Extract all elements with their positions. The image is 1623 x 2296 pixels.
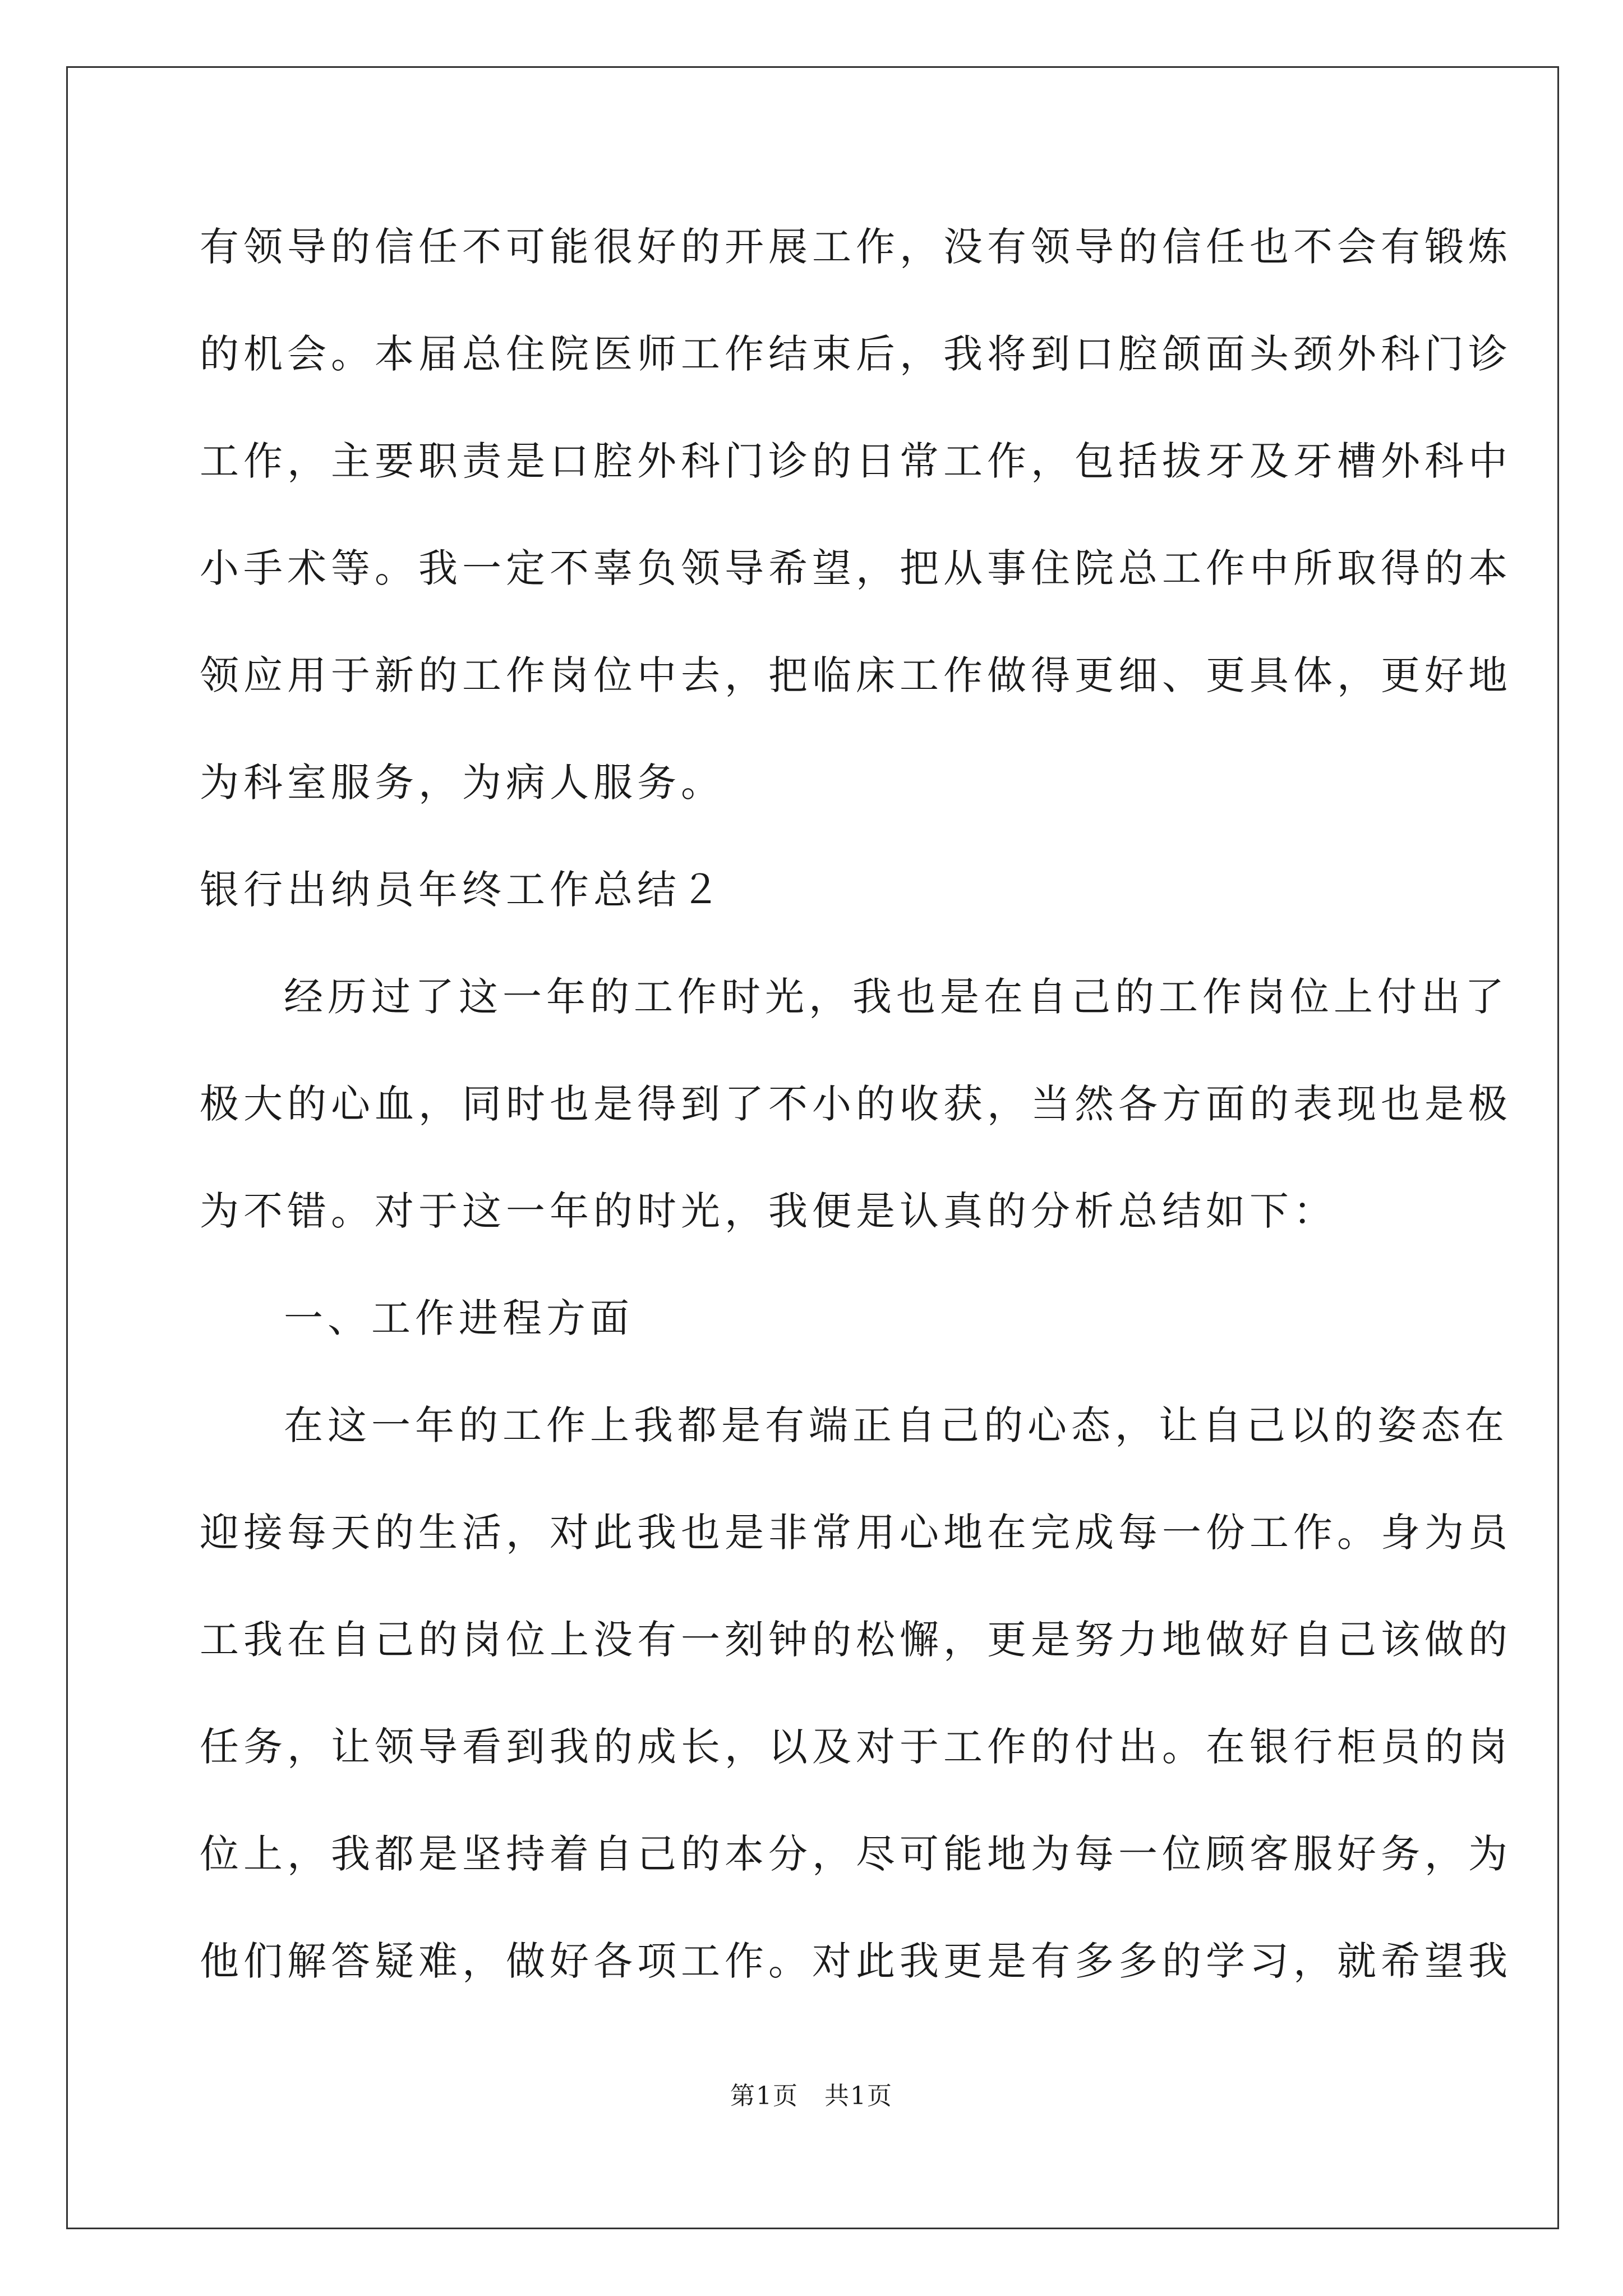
body-line: 领应用于新的工作岗位中去，把临床工作做得更细、更具体，更好地 — [200, 652, 1512, 698]
page-footer: 第1页 共1页 — [730, 2082, 893, 2110]
body-line: 有领导的信任不可能很好的开展工作，没有领导的信任也不会有锻炼 — [200, 224, 1512, 270]
body-line: 为科室服务，为病人服务。 — [200, 760, 725, 806]
body-line: 任务，让领导看到我的成长，以及对于工作的付出。在银行柜员的岗 — [200, 1724, 1512, 1770]
body-line: 位上，我都是坚持着自己的本分，尽可能地为每一位顾客服好务，为 — [200, 1831, 1512, 1877]
body-line: 他们解答疑难，做好各项工作。对此我更是有多多的学习，就希望我 — [200, 1938, 1512, 1984]
body-line: 为不错。对于这一年的时光，我便是认真的分析总结如下： — [200, 1188, 1337, 1234]
body-line: 在这一年的工作上我都是有端正自己的心态，让自己以的姿态在 — [284, 1402, 1509, 1448]
subsection-heading: 一、工作进程方面 — [284, 1295, 634, 1341]
body-line: 的机会。本届总住院医师工作结束后，我将到口腔颌面头颈外科门诊 — [200, 331, 1512, 377]
document-body — [200, 213, 1512, 2035]
body-line: 迎接每天的生活，对此我也是非常用心地在完成每一份工作。身为员 — [200, 1510, 1512, 1556]
body-line: 工作，主要职责是口腔外科门诊的日常工作，包括拔牙及牙槽外科中 — [200, 438, 1512, 484]
body-line: 极大的心血，同时也是得到了不小的收获，当然各方面的表现也是极 — [200, 1081, 1512, 1127]
body-line: 经历过了这一年的工作时光，我也是在自己的工作岗位上付出了 — [284, 974, 1509, 1020]
body-line: 工我在自己的岗位上没有一刻钟的松懈，更是努力地做好自己该做的 — [200, 1617, 1512, 1663]
body-line: 小手术等。我一定不辜负领导希望，把从事住院总工作中所取得的本 — [200, 545, 1512, 591]
section-heading: 银行出纳员年终工作总结２ — [200, 867, 725, 913]
